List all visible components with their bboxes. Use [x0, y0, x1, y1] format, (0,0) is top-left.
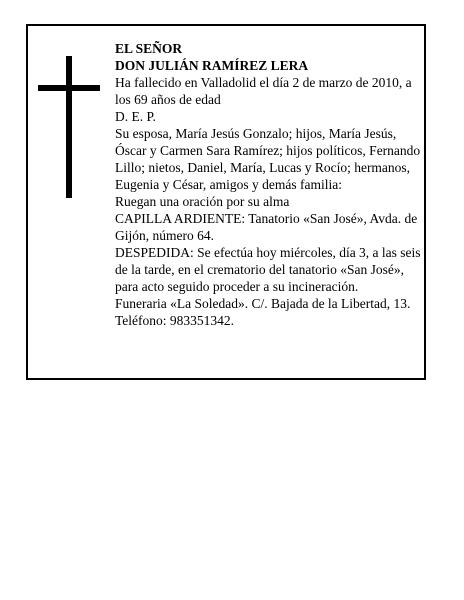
cross-icon	[38, 56, 100, 198]
rest-in-peace: D. E. P.	[115, 109, 156, 124]
deceased-honorific: EL SEÑOR	[115, 41, 183, 56]
farewell-info: DESPEDIDA: Se efectúa hoy miércoles, día 3, a las seis de la tarde, en el crematorio del tanatorio «San José», para acto seguido proceder a su incineración.	[115, 245, 421, 294]
death-info: Ha fallecido en Valladolid el día 2 de marzo de 2010, a los 69 años de edad	[115, 75, 412, 107]
obituary-text	[115, 40, 425, 329]
obituary-notice	[26, 24, 426, 380]
funeral-home-info: Funeraria «La Soledad». C/. Bajada de la Libertad, 13. Teléfono: 983351342.	[115, 296, 411, 328]
deceased-name: DON JULIÁN RAMÍREZ LERA	[115, 58, 309, 73]
family-list: Su esposa, María Jesús Gonzalo; hijos, María Jesús, Óscar y Carmen Sara Ramírez; hijos políticos, Fernando Lillo; nietos, Daniel, María, Lucas y Rocío; hermanos, Eugenia y César, amigos y demás familia:	[115, 126, 421, 192]
chapel-info: CAPILLA ARDIENTE: Tanatorio «San José», Avda. de Gijón, número 64.	[115, 211, 418, 243]
prayer-request: Ruegan una oración por su alma	[115, 194, 290, 209]
cross-vertical-bar	[66, 56, 72, 198]
cross-horizontal-bar	[38, 85, 100, 91]
